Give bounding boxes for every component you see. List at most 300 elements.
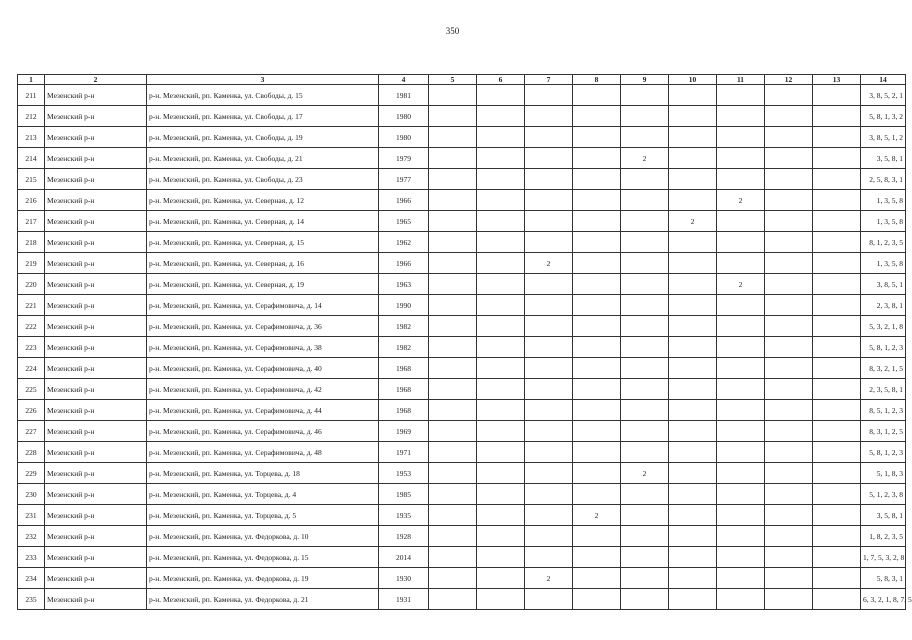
col8-cell <box>573 274 621 295</box>
col6-cell <box>477 232 525 253</box>
col9-cell <box>621 442 669 463</box>
address-cell: р-н. Мезенский, рп. Каменка, ул. Северная, д. 12 <box>147 190 379 211</box>
row-number: 217 <box>18 211 45 232</box>
col12-cell <box>765 526 813 547</box>
col11-cell: 2 <box>717 190 765 211</box>
district-cell: Мезенский р-н <box>45 484 147 505</box>
col8-cell <box>573 232 621 253</box>
col6-cell <box>477 505 525 526</box>
col13-cell <box>813 379 861 400</box>
col5-cell <box>429 484 477 505</box>
col8-cell <box>573 211 621 232</box>
col12-cell <box>765 190 813 211</box>
year-cell: 1990 <box>379 295 429 316</box>
col13-cell <box>813 337 861 358</box>
col10-cell <box>669 85 717 106</box>
col12-cell <box>765 400 813 421</box>
row-number: 224 <box>18 358 45 379</box>
codes-cell: 3, 8, 5, 1 <box>861 274 906 295</box>
codes-cell: 1, 3, 5, 8 <box>861 211 906 232</box>
col8-cell <box>573 316 621 337</box>
district-cell: Мезенский р-н <box>45 505 147 526</box>
col10-cell <box>669 589 717 610</box>
col13-cell <box>813 295 861 316</box>
col9-cell <box>621 295 669 316</box>
row-number: 216 <box>18 190 45 211</box>
column-header-1: 1 <box>18 75 45 85</box>
row-number: 212 <box>18 106 45 127</box>
col11-cell <box>717 463 765 484</box>
col13-cell <box>813 547 861 568</box>
column-header-7: 7 <box>525 75 573 85</box>
col6-cell <box>477 463 525 484</box>
year-cell: 1971 <box>379 442 429 463</box>
district-cell: Мезенский р-н <box>45 190 147 211</box>
col5-cell <box>429 547 477 568</box>
col10-cell <box>669 253 717 274</box>
col9-cell <box>621 547 669 568</box>
col9-cell: 2 <box>621 463 669 484</box>
column-header-14: 14 <box>861 75 906 85</box>
table-row <box>18 316 906 337</box>
col12-cell <box>765 505 813 526</box>
col6-cell <box>477 274 525 295</box>
col10-cell <box>669 316 717 337</box>
table-row <box>18 400 906 421</box>
col10-cell <box>669 421 717 442</box>
year-cell: 1980 <box>379 106 429 127</box>
table-row <box>18 421 906 442</box>
col6-cell <box>477 400 525 421</box>
col5-cell <box>429 148 477 169</box>
address-cell: р-н. Мезенский, рп. Каменка, ул. Серафимовича, д. 36 <box>147 316 379 337</box>
col7-cell <box>525 85 573 106</box>
col11-cell <box>717 127 765 148</box>
row-number: 226 <box>18 400 45 421</box>
col8-cell <box>573 526 621 547</box>
col10-cell <box>669 547 717 568</box>
col9-cell <box>621 274 669 295</box>
col11-cell <box>717 148 765 169</box>
col7-cell: 2 <box>525 253 573 274</box>
table-row <box>18 127 906 148</box>
codes-cell: 3, 8, 5, 1, 2 <box>861 127 906 148</box>
col7-cell: 2 <box>525 568 573 589</box>
col13-cell <box>813 421 861 442</box>
housing-register-table <box>17 74 912 610</box>
district-cell: Мезенский р-н <box>45 358 147 379</box>
col5-cell <box>429 232 477 253</box>
address-cell: р-н. Мезенский, рп. Каменка, ул. Серафимовича, д. 48 <box>147 442 379 463</box>
col11-cell <box>717 253 765 274</box>
col11-cell <box>717 505 765 526</box>
col10-cell <box>669 526 717 547</box>
col6-cell <box>477 127 525 148</box>
address-cell: р-н. Мезенский, рп. Каменка, ул. Серафимовича, д. 38 <box>147 337 379 358</box>
col12-cell <box>765 211 813 232</box>
col7-cell <box>525 316 573 337</box>
row-number: 215 <box>18 169 45 190</box>
column-header-8: 8 <box>573 75 621 85</box>
column-header-13: 13 <box>813 75 861 85</box>
table-row <box>18 463 906 484</box>
row-number: 235 <box>18 589 45 610</box>
col11-cell <box>717 232 765 253</box>
row-number: 213 <box>18 127 45 148</box>
col5-cell <box>429 85 477 106</box>
col8-cell <box>573 589 621 610</box>
col7-cell <box>525 463 573 484</box>
col12-cell <box>765 274 813 295</box>
codes-cell: 1, 7, 5, 3, 2, 8 <box>861 547 906 568</box>
col6-cell <box>477 190 525 211</box>
col9-cell <box>621 400 669 421</box>
row-number: 218 <box>18 232 45 253</box>
col7-cell <box>525 148 573 169</box>
table-row <box>18 547 906 568</box>
col7-cell <box>525 190 573 211</box>
col9-cell <box>621 253 669 274</box>
address-cell: р-н. Мезенский, рп. Каменка, ул. Северная, д. 16 <box>147 253 379 274</box>
district-cell: Мезенский р-н <box>45 316 147 337</box>
col11-cell <box>717 106 765 127</box>
col12-cell <box>765 421 813 442</box>
col13-cell <box>813 400 861 421</box>
col12-cell <box>765 547 813 568</box>
col13-cell <box>813 106 861 127</box>
col10-cell <box>669 274 717 295</box>
address-cell: р-н. Мезенский, рп. Каменка, ул. Федоркова, д. 21 <box>147 589 379 610</box>
year-cell: 1982 <box>379 337 429 358</box>
year-cell: 1962 <box>379 232 429 253</box>
col9-cell <box>621 211 669 232</box>
col13-cell <box>813 463 861 484</box>
table-row <box>18 211 906 232</box>
row-number: 219 <box>18 253 45 274</box>
district-cell: Мезенский р-н <box>45 148 147 169</box>
col11-cell <box>717 211 765 232</box>
col11-cell <box>717 547 765 568</box>
col10-cell <box>669 379 717 400</box>
col9-cell <box>621 568 669 589</box>
col7-cell <box>525 169 573 190</box>
column-header-5: 5 <box>429 75 477 85</box>
column-header-10: 10 <box>669 75 717 85</box>
col11-cell <box>717 169 765 190</box>
col7-cell <box>525 358 573 379</box>
year-cell: 1965 <box>379 211 429 232</box>
row-number: 225 <box>18 379 45 400</box>
col9-cell <box>621 358 669 379</box>
col11-cell <box>717 589 765 610</box>
district-cell: Мезенский р-н <box>45 274 147 295</box>
col5-cell <box>429 169 477 190</box>
address-cell: р-н. Мезенский, рп. Каменка, ул. Свободы, д. 15 <box>147 85 379 106</box>
district-cell: Мезенский р-н <box>45 337 147 358</box>
col9-cell <box>621 316 669 337</box>
col8-cell <box>573 379 621 400</box>
col11-cell <box>717 568 765 589</box>
col6-cell <box>477 568 525 589</box>
row-number: 211 <box>18 85 45 106</box>
codes-cell: 6, 3, 2, 1, 8, 7, 5 <box>861 589 906 610</box>
col5-cell <box>429 190 477 211</box>
year-cell: 1966 <box>379 190 429 211</box>
district-cell: Мезенский р-н <box>45 589 147 610</box>
col7-cell <box>525 295 573 316</box>
col10-cell <box>669 337 717 358</box>
codes-cell: 3, 5, 8, 1 <box>861 148 906 169</box>
col12-cell <box>765 106 813 127</box>
address-cell: р-н. Мезенский, рп. Каменка, ул. Торцева, д. 5 <box>147 505 379 526</box>
col9-cell <box>621 421 669 442</box>
col9-cell <box>621 85 669 106</box>
address-cell: р-н. Мезенский, рп. Каменка, ул. Серафимовича, д. 46 <box>147 421 379 442</box>
col9-cell <box>621 337 669 358</box>
col11-cell <box>717 442 765 463</box>
codes-cell: 2, 5, 8, 3, 1 <box>861 169 906 190</box>
col12-cell <box>765 127 813 148</box>
year-cell: 1980 <box>379 127 429 148</box>
col9-cell <box>621 127 669 148</box>
col8-cell <box>573 169 621 190</box>
col5-cell <box>429 358 477 379</box>
col12-cell <box>765 463 813 484</box>
col7-cell <box>525 127 573 148</box>
district-cell: Мезенский р-н <box>45 526 147 547</box>
col13-cell <box>813 442 861 463</box>
codes-cell: 5, 1, 8, 3 <box>861 463 906 484</box>
address-cell: р-н. Мезенский, рп. Каменка, ул. Северная, д. 15 <box>147 232 379 253</box>
col12-cell <box>765 232 813 253</box>
table-row <box>18 379 906 400</box>
table-row <box>18 253 906 274</box>
col8-cell <box>573 253 621 274</box>
year-cell: 1969 <box>379 421 429 442</box>
col12-cell <box>765 589 813 610</box>
table-row <box>18 484 906 505</box>
column-header-12: 12 <box>765 75 813 85</box>
col12-cell <box>765 148 813 169</box>
codes-cell: 5, 8, 1, 2, 3 <box>861 442 906 463</box>
col10-cell <box>669 106 717 127</box>
address-cell: р-н. Мезенский, рп. Каменка, ул. Федоркова, д. 19 <box>147 568 379 589</box>
col13-cell <box>813 169 861 190</box>
year-cell: 1981 <box>379 85 429 106</box>
table-row <box>18 148 906 169</box>
year-cell: 1963 <box>379 274 429 295</box>
table-row <box>18 190 906 211</box>
header-row <box>18 75 906 85</box>
col8-cell <box>573 127 621 148</box>
col11-cell <box>717 85 765 106</box>
col7-cell <box>525 106 573 127</box>
col7-cell <box>525 274 573 295</box>
col10-cell <box>669 484 717 505</box>
col13-cell <box>813 253 861 274</box>
col5-cell <box>429 463 477 484</box>
table-header <box>18 75 906 85</box>
col8-cell <box>573 85 621 106</box>
col11-cell <box>717 484 765 505</box>
year-cell: 1966 <box>379 253 429 274</box>
col10-cell <box>669 358 717 379</box>
codes-cell: 2, 3, 5, 8, 1 <box>861 379 906 400</box>
col6-cell <box>477 211 525 232</box>
col6-cell <box>477 253 525 274</box>
col7-cell <box>525 337 573 358</box>
col6-cell <box>477 442 525 463</box>
year-cell: 1953 <box>379 463 429 484</box>
col5-cell <box>429 295 477 316</box>
table-row <box>18 295 906 316</box>
col10-cell <box>669 400 717 421</box>
col13-cell <box>813 568 861 589</box>
row-number: 232 <box>18 526 45 547</box>
col9-cell <box>621 484 669 505</box>
col10-cell <box>669 148 717 169</box>
table-row <box>18 232 906 253</box>
col5-cell <box>429 253 477 274</box>
table-row <box>18 505 906 526</box>
col8-cell: 2 <box>573 505 621 526</box>
table-row <box>18 526 906 547</box>
col11-cell <box>717 337 765 358</box>
district-cell: Мезенский р-н <box>45 379 147 400</box>
col10-cell <box>669 190 717 211</box>
col8-cell <box>573 148 621 169</box>
col10-cell <box>669 127 717 148</box>
year-cell: 1979 <box>379 148 429 169</box>
col12-cell <box>765 379 813 400</box>
district-cell: Мезенский р-н <box>45 400 147 421</box>
address-cell: р-н. Мезенский, рп. Каменка, ул. Федоркова, д. 15 <box>147 547 379 568</box>
col13-cell <box>813 232 861 253</box>
district-cell: Мезенский р-н <box>45 232 147 253</box>
col6-cell <box>477 337 525 358</box>
col11-cell <box>717 421 765 442</box>
col6-cell <box>477 547 525 568</box>
col12-cell <box>765 442 813 463</box>
district-cell: Мезенский р-н <box>45 211 147 232</box>
row-number: 227 <box>18 421 45 442</box>
col9-cell <box>621 232 669 253</box>
col5-cell <box>429 106 477 127</box>
address-cell: р-н. Мезенский, рп. Каменка, ул. Свободы, д. 19 <box>147 127 379 148</box>
col13-cell <box>813 274 861 295</box>
col10-cell <box>669 463 717 484</box>
row-number: 228 <box>18 442 45 463</box>
table-row <box>18 337 906 358</box>
column-header-6: 6 <box>477 75 525 85</box>
year-cell: 1977 <box>379 169 429 190</box>
col12-cell <box>765 169 813 190</box>
codes-cell: 3, 5, 8, 1 <box>861 505 906 526</box>
col7-cell <box>525 379 573 400</box>
row-number: 220 <box>18 274 45 295</box>
col8-cell <box>573 106 621 127</box>
col11-cell <box>717 400 765 421</box>
col7-cell <box>525 526 573 547</box>
address-cell: р-н. Мезенский, рп. Каменка, ул. Северная, д. 19 <box>147 274 379 295</box>
col10-cell <box>669 295 717 316</box>
col10-cell: 2 <box>669 211 717 232</box>
col11-cell: 2 <box>717 274 765 295</box>
col7-cell <box>525 421 573 442</box>
col9-cell <box>621 169 669 190</box>
col12-cell <box>765 85 813 106</box>
col8-cell <box>573 400 621 421</box>
col5-cell <box>429 442 477 463</box>
col13-cell <box>813 589 861 610</box>
col13-cell <box>813 211 861 232</box>
codes-cell: 5, 1, 2, 3, 8 <box>861 484 906 505</box>
col9-cell <box>621 106 669 127</box>
col5-cell <box>429 589 477 610</box>
col6-cell <box>477 148 525 169</box>
col10-cell <box>669 232 717 253</box>
address-cell: р-н. Мезенский, рп. Каменка, ул. Свободы, д. 23 <box>147 169 379 190</box>
table-body <box>18 85 912 610</box>
col8-cell <box>573 442 621 463</box>
col10-cell <box>669 568 717 589</box>
address-cell: р-н. Мезенский, рп. Каменка, ул. Свободы, д. 17 <box>147 106 379 127</box>
district-cell: Мезенский р-н <box>45 463 147 484</box>
col11-cell <box>717 358 765 379</box>
table-row <box>18 568 906 589</box>
col13-cell <box>813 190 861 211</box>
codes-cell: 5, 8, 1, 2, 3 <box>861 337 906 358</box>
col9-cell <box>621 505 669 526</box>
col12-cell <box>765 358 813 379</box>
address-cell: р-н. Мезенский, рп. Каменка, ул. Серафимовича, д. 40 <box>147 358 379 379</box>
col6-cell <box>477 169 525 190</box>
col8-cell <box>573 484 621 505</box>
column-header-3: 3 <box>147 75 379 85</box>
col5-cell <box>429 127 477 148</box>
table-row <box>18 358 906 379</box>
col5-cell <box>429 505 477 526</box>
codes-cell: 8, 3, 1, 2, 5 <box>861 421 906 442</box>
col9-cell <box>621 379 669 400</box>
district-cell: Мезенский р-н <box>45 253 147 274</box>
col7-cell <box>525 505 573 526</box>
district-cell: Мезенский р-н <box>45 295 147 316</box>
column-header-2: 2 <box>45 75 147 85</box>
table-row <box>18 106 906 127</box>
district-cell: Мезенский р-н <box>45 547 147 568</box>
row-number: 229 <box>18 463 45 484</box>
col13-cell <box>813 484 861 505</box>
address-cell: р-н. Мезенский, рп. Каменка, ул. Федоркова, д. 10 <box>147 526 379 547</box>
year-cell: 1968 <box>379 400 429 421</box>
codes-cell: 2, 3, 8, 1 <box>861 295 906 316</box>
col8-cell <box>573 568 621 589</box>
year-cell: 1982 <box>379 316 429 337</box>
address-cell: р-н. Мезенский, рп. Каменка, ул. Северная, д. 14 <box>147 211 379 232</box>
page-number: 350 <box>445 26 460 36</box>
codes-cell: 8, 3, 2, 1, 5 <box>861 358 906 379</box>
row-number: 221 <box>18 295 45 316</box>
col11-cell <box>717 316 765 337</box>
col12-cell <box>765 484 813 505</box>
year-cell: 1968 <box>379 358 429 379</box>
col5-cell <box>429 316 477 337</box>
col6-cell <box>477 295 525 316</box>
district-cell: Мезенский р-н <box>45 421 147 442</box>
col6-cell <box>477 421 525 442</box>
col12-cell <box>765 253 813 274</box>
